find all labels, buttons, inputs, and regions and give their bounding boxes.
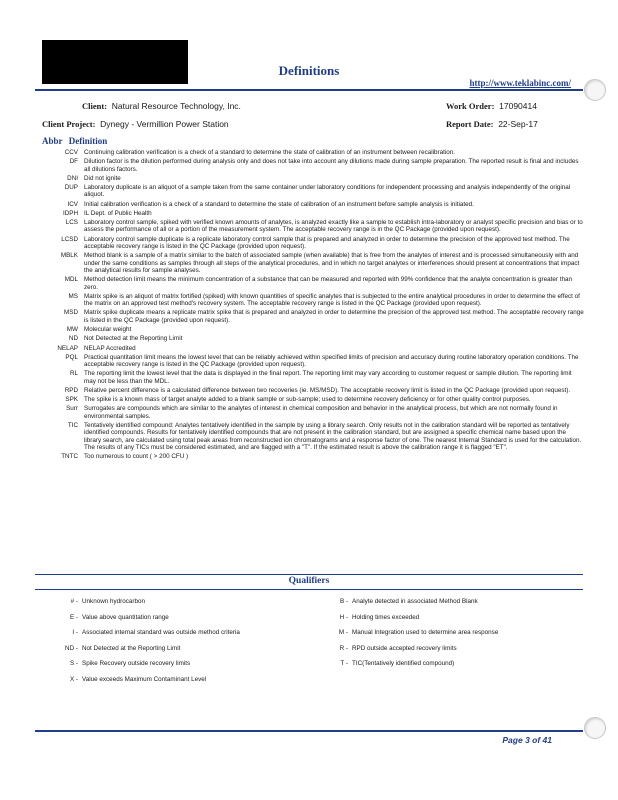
client-label: Client: <box>82 101 108 111</box>
qualifiers-right-column <box>318 594 588 672</box>
definition-text: Did not ignite <box>84 174 121 182</box>
definition-text: Continuing calibration verification is a check of a standard to determine the state of calibration of an instrument between recalibration. <box>84 149 456 156</box>
qualifier-row <box>318 594 588 610</box>
qualifier-text: Not Detected at the Reporting Limit <box>82 644 181 652</box>
qualifier-code: T - <box>340 660 348 668</box>
qualifier-code: M - <box>338 629 348 637</box>
qualifier-code: I - <box>72 629 78 637</box>
definition-text: IL Dept. of Public Health <box>84 209 152 217</box>
definition-text: The reporting limit the lowest level that the data is displayed in the final report. The reporting limit may vary according to customer request or sample dilution. The reporting limit may not be less than the MDL. <box>84 370 572 385</box>
definitions-heading <box>42 136 111 146</box>
definition-row <box>28 396 588 403</box>
page-number: Page 3 of 41 <box>502 735 552 745</box>
work-order-line <box>446 101 537 111</box>
punch-hole-icon <box>584 717 606 739</box>
definition-row <box>28 175 588 182</box>
definition-abbr: DUP <box>64 184 78 192</box>
qualifier-text: Analyte detected in associated Method Blank <box>352 598 478 606</box>
definition-text: Matrix spike duplicate means a replicate matrix spike that is prepared and analyzed in order to determine the precision of the approved test method. The acceptable recovery range is listed in the QC Package (provided upon request). <box>84 309 584 324</box>
definition-row <box>28 405 588 420</box>
definition-row <box>28 219 588 234</box>
project-value: Dynegy - Vermillion Power Station <box>100 119 229 129</box>
definition-row <box>28 236 588 251</box>
definition-row <box>28 370 588 385</box>
definition-text: Surrogates are compounds which are similar to the analytes of interest in chemical composition and behavior in the analytical process, but which are not normally found in environmental samples. <box>84 405 558 420</box>
definition-row <box>28 387 588 394</box>
qualifier-row <box>28 625 308 641</box>
definition-text: Tentatively identified compound: Analytes tentatively identified in the sample by using a library search. Only results not in the calibration standard will be reported as tentatively identified compounds. Results for tentatively identified compounds that are not present in the calibration standard, but are assigned a specific chemical name based upon the library search, are calculated using total peak areas from reconstructed ion chromatograms and a response factor of one. The nearest Internal Standard is used for the calculation. The results of any TICs must be considered estimated, and are flagged with a "T". If the estimated result is above the calibration range it is flagged "ET". <box>84 421 582 452</box>
qualifier-row <box>28 672 308 688</box>
qualifier-code: S - <box>69 660 78 668</box>
definition-row <box>28 149 588 156</box>
definition-row <box>28 345 588 352</box>
qualifier-text: Manual Integration used to determine area response <box>352 629 499 637</box>
definition-row <box>28 309 588 324</box>
qualifier-text: Associated internal standard was outside method criteria <box>82 629 240 637</box>
page-title: Definitions <box>278 63 340 78</box>
definition-abbr: IDPH <box>62 209 78 217</box>
work-order-value: 17090414 <box>499 101 537 111</box>
definition-abbr: NELAP <box>57 344 78 352</box>
definition-abbr: MDL <box>64 276 78 284</box>
qualifier-code: E - <box>69 613 78 621</box>
header-rule <box>35 89 583 91</box>
qualifier-row <box>318 625 588 641</box>
definition-text: Laboratory duplicate is an aliquot of a sample taken from the same container under laboratory conditions for independent processing and analysis independently of the original aliquot. <box>84 184 571 199</box>
definition-row <box>28 354 588 369</box>
definition-abbr: TIC <box>67 421 78 429</box>
definition-abbr: Surr <box>66 405 78 413</box>
qualifier-code: H - <box>339 613 348 621</box>
definition-text: Not Detected at the Reporting Limit <box>84 335 183 343</box>
definition-text: Molecular weight <box>84 326 132 334</box>
qualifier-code: # - <box>70 598 78 606</box>
definition-abbr: LCSD <box>61 235 78 243</box>
definition-text: Initial calibration verification is a check of a standard to determine the state of calibration of an instrument before sample analysis is initiated. <box>84 200 474 208</box>
definition-row <box>28 184 588 199</box>
definition-row <box>28 453 588 460</box>
definition-row <box>28 326 588 333</box>
definition-abbr: MS <box>68 292 78 300</box>
definition-abbr: RPD <box>64 386 78 394</box>
report-date-value: 22-Sep-17 <box>498 119 538 129</box>
footer-rule <box>35 730 583 732</box>
definition-abbr: CCV <box>64 149 78 156</box>
definition-abbr: MBLK <box>60 252 78 260</box>
definition-row <box>28 276 588 291</box>
qualifier-row <box>28 641 308 657</box>
client-line <box>82 101 241 111</box>
definition-text: Relative percent difference is a calculated difference between two recoveries (ie. MS/MSD). The acceptable recovery limit is listed in the QC Package (provided upon request). <box>84 386 571 394</box>
definition-text: Too numerous to count ( > 200 CFU ) <box>84 453 189 461</box>
definition-abbr: MSD <box>64 309 78 317</box>
qualifiers-heading: Qualifiers <box>288 576 330 586</box>
definition-abbr: LCS <box>65 219 78 227</box>
qualifier-text: Spike Recovery outside recovery limits <box>82 660 191 668</box>
qualifier-text: TIC(Tentatively identified compound) <box>352 660 455 668</box>
definition-abbr: ICV <box>67 200 78 208</box>
qualifier-text: Holding times exceeded <box>352 613 420 621</box>
qualifier-row <box>28 594 308 610</box>
definition-column-heading: Definition <box>68 136 108 146</box>
abbr-column-heading: Abbr <box>42 136 63 146</box>
report-date-line <box>446 119 538 129</box>
qualifier-row <box>318 610 588 626</box>
qualifier-row <box>318 641 588 657</box>
definition-abbr: DNI <box>67 174 78 182</box>
definition-row <box>28 293 588 308</box>
punch-hole-icon <box>584 79 606 101</box>
qualifier-code: R - <box>339 644 348 652</box>
definition-abbr: RL <box>69 370 78 378</box>
qualifier-row <box>28 610 308 626</box>
work-order-label: Work Order: <box>446 101 495 111</box>
definition-row <box>28 158 588 173</box>
definitions-list <box>28 149 588 463</box>
qualifier-text: Value above quantitation range <box>82 613 169 621</box>
qualifier-text: Value exceeds Maximum Contaminant Level <box>82 675 207 683</box>
qualifiers-left-column <box>28 594 308 687</box>
report-date-label: Report Date: <box>446 119 494 129</box>
definition-text: NELAP Accredited <box>84 344 136 352</box>
definition-text: Laboratory control sample duplicate is a replicate laboratory control sample that is prepared and analyzed in order to determine the precision of the approved test method. The acceptable recovery range is listed in the QC Package (provided upon request). <box>84 235 570 251</box>
definition-row <box>28 210 588 217</box>
definition-abbr: TNTC <box>61 453 78 461</box>
qualifier-code: ND - <box>65 644 78 652</box>
definition-row <box>28 201 588 208</box>
qualifier-row <box>318 656 588 672</box>
qualifiers-rule-top <box>35 574 583 575</box>
definition-text: Dilution factor is the dilution performed during analysis only and does not take into account any dilutions made during sample preparation. The reported result is final and includes all dilutions factors. <box>84 158 579 173</box>
definition-row <box>28 422 588 452</box>
definition-abbr: ND <box>68 335 78 343</box>
definition-abbr: MW <box>66 326 78 334</box>
website-link[interactable]: http://www.teklabinc.com/ <box>469 78 571 88</box>
qualifier-code: B - <box>339 598 348 606</box>
definition-row <box>28 335 588 342</box>
qualifiers-rule-bottom <box>35 589 583 590</box>
definition-text: Laboratory control sample, spiked with verified known amounts of analytes, is analyzed exactly like a sample to establish intra-laboratory or analyst specific precision and bias or to assess the performance of all or a portion of the measurement system. The acceptable recovery range is in the QC Package (provided upon request). <box>84 219 583 234</box>
definition-text: The spike is a known mass of target analyte added to a blank sample or sub-sample; used to determine recovery deficiency or for other quality control purposes. <box>84 396 531 404</box>
client-value: Natural Resource Technology, Inc. <box>111 101 241 111</box>
definition-text: Matrix spike is an aliquot of matrix fortified (spiked) with known quantities of specific analytes that is subjected to the entire analytical procedures in order to determine the effect of the matrix on an approved test method's recovery system. The acceptable recovery range is listed in the QC Package (provided upon request). <box>84 292 580 308</box>
definition-text: Method blank is a sample of a matrix similar to the batch of associated sample (when available) that is free from the analytes of interest and is processed simultaneously with and under the same conditions as samples through all steps of the analytical procedures, and in which no target analytes or interferences should present at concentrations that impact the analytical results for sample analyses. <box>84 252 580 275</box>
definition-abbr: SPK <box>65 396 78 404</box>
project-line <box>42 119 229 129</box>
qualifier-code: X - <box>69 675 78 683</box>
definition-abbr: DF <box>69 158 78 166</box>
definition-row <box>28 252 588 274</box>
definition-text: Practical quantitation limit means the lowest level that can be reliably achieved within specified limits of precision and accuracy during routine laboratory operation conditions. The acceptable recovery range is listed in the QC Package (provided upon request). <box>84 353 579 369</box>
definition-abbr: PQL <box>65 353 78 361</box>
qualifier-text: Unknown hydrocarbon <box>82 598 146 606</box>
project-label: Client Project: <box>42 119 96 129</box>
qualifier-row <box>28 656 308 672</box>
definition-text: Method detection limit means the minimum concentration of a substance that can be measured and reported with 99% confidence that the analyte concentration is greater than zero. <box>84 276 572 291</box>
qualifier-text: RPD outside accepted recovery limits <box>352 644 457 652</box>
